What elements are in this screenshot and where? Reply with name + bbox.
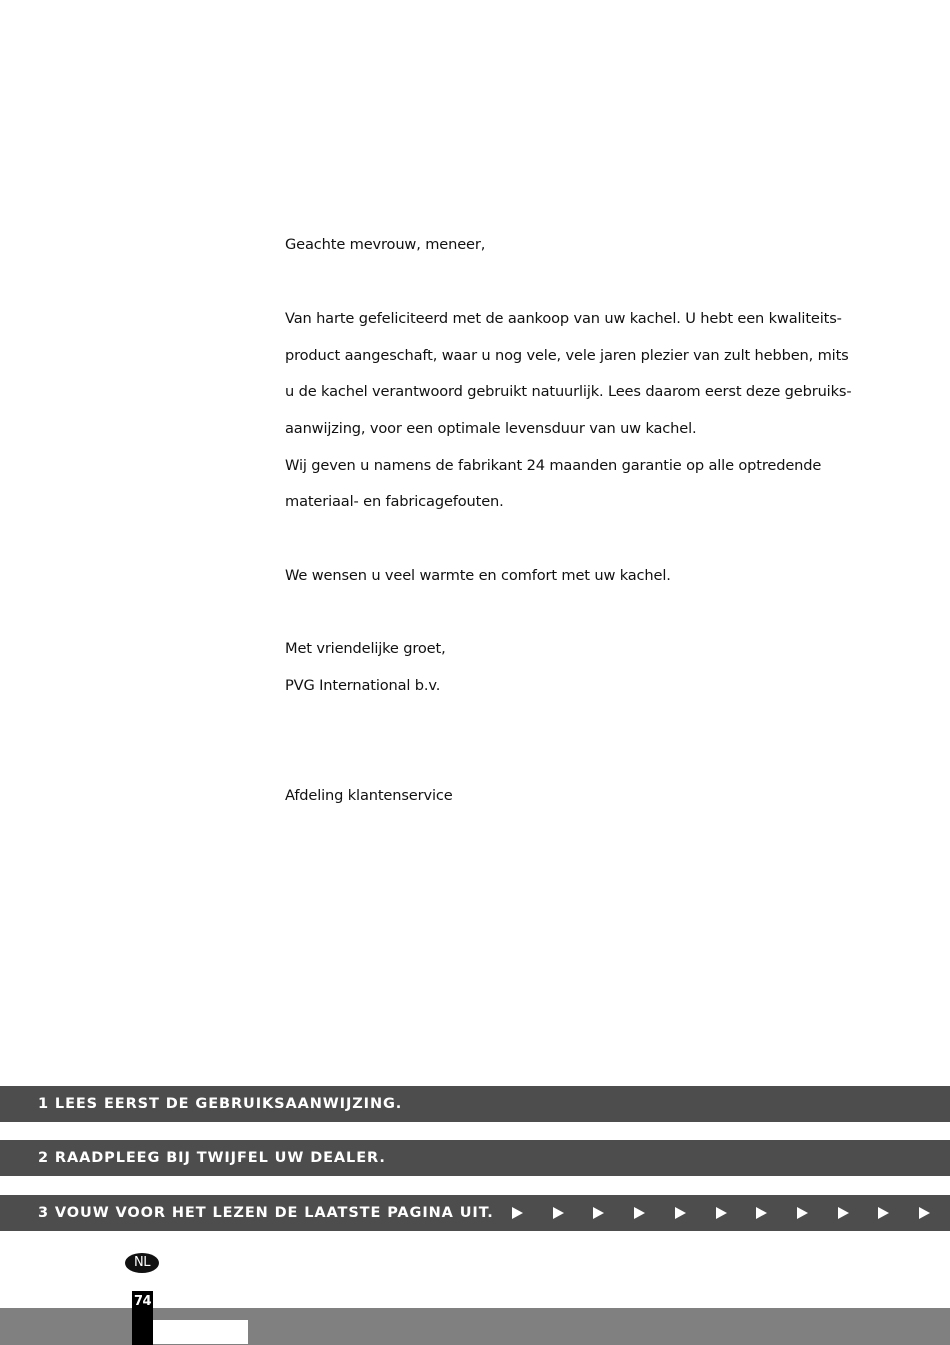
page-number: 74 xyxy=(133,1294,152,1309)
instruction-band-1 xyxy=(0,1086,950,1122)
right-triangle-icon xyxy=(756,1207,767,1219)
paragraph-line: Wij geven u namens de fabrikant 24 maanden garantie op alle optredende xyxy=(285,457,822,474)
paragraph-line: Van harte gefeliciteerd met de aankoop van uw kachel. U hebt een kwaliteits- xyxy=(285,310,842,327)
instruction-band-3 xyxy=(0,1195,950,1231)
instruction-band-2 xyxy=(0,1140,950,1176)
paragraph-line: product aangeschaft, waar u nog vele, vele jaren plezier van zult hebben, mits xyxy=(285,347,849,364)
page-number-tab xyxy=(132,1291,153,1345)
instruction-text: 3 VOUW VOOR HET LEZEN DE LAATSTE PAGINA UIT. xyxy=(38,1205,494,1221)
right-triangle-icon xyxy=(553,1207,564,1219)
right-triangle-icon xyxy=(919,1207,930,1219)
company-name: PVG International b.v. xyxy=(285,677,441,694)
right-triangle-icon xyxy=(838,1207,849,1219)
paragraph-line: u de kachel verantwoord gebruikt natuurlijk. Lees daarom eerst deze gebruiks- xyxy=(285,383,852,400)
right-triangle-icon xyxy=(512,1207,523,1219)
paragraph-line: aanwijzing, voor een optimale levensduur van uw kachel. xyxy=(285,420,697,437)
arrow-row xyxy=(0,1195,950,1231)
closing-line: Met vriendelijke groet, xyxy=(285,640,446,657)
right-triangle-icon xyxy=(634,1207,645,1219)
department-name: Afdeling klantenservice xyxy=(285,787,453,804)
salutation: Geachte mevrouw, meneer, xyxy=(285,236,486,253)
right-triangle-icon xyxy=(878,1207,889,1219)
right-triangle-icon xyxy=(675,1207,686,1219)
paragraph-line: materiaal- en fabricagefouten. xyxy=(285,493,504,510)
footer-white-block xyxy=(153,1320,248,1344)
wish-line: We wensen u veel warmte en comfort met uw kachel. xyxy=(285,567,671,584)
language-badge: NL xyxy=(125,1253,159,1273)
right-triangle-icon xyxy=(593,1207,604,1219)
instruction-text: 2 RAADPLEEG BIJ TWIJFEL UW DEALER. xyxy=(38,1150,386,1166)
right-triangle-icon xyxy=(797,1207,808,1219)
instruction-text: 1 LEES EERST DE GEBRUIKSAANWIJZING. xyxy=(38,1096,403,1112)
right-triangle-icon xyxy=(716,1207,727,1219)
